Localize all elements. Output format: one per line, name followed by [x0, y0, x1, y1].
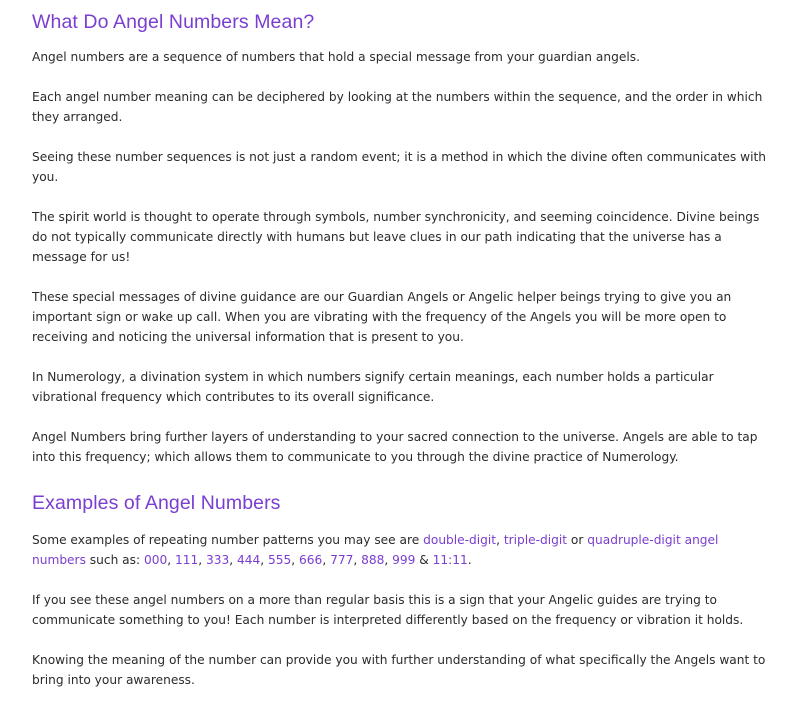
link-number-333[interactable]: 333	[206, 553, 230, 567]
section-heading-what-do-angel-numbers-mean: What Do Angel Numbers Mean?	[32, 11, 315, 33]
link-number-999[interactable]: 999	[392, 553, 416, 567]
paragraph-intro: Angel numbers are a sequence of numbers that hold a special message from your guardian angels.	[32, 50, 640, 64]
link-quadruple-digit-angel-numbers[interactable]: quadruple-digit angel numbers	[32, 533, 719, 567]
paragraph-regular-basis: If you see these angel numbers on a more than regular basis this is a sign that your Angelic guides are trying to communicate something to you! Each number is interpreted differently based on the frequency or vibration it holds.	[32, 593, 744, 627]
examples-such-as: such as:	[85, 553, 144, 567]
paragraph-spirit-world: The spirit world is thought to operate through symbols, number synchronicity, and seeming coincidence. Divine beings do not typically communicate directly with humans but leave clues in our path indicating that the universe has a message for us!	[32, 210, 760, 264]
examples-ampersand: &	[415, 553, 433, 567]
examples-text-intro: Some examples of repeating number patterns you may see are	[32, 533, 424, 547]
examples-separator: ,	[260, 553, 269, 567]
examples-separator: ,	[353, 553, 362, 567]
examples-separator: ,	[291, 553, 300, 567]
link-number-666[interactable]: 666	[299, 553, 323, 567]
examples-separator: ,	[198, 553, 206, 567]
section-heading-examples-of-angel-numbers: Examples of Angel Numbers	[32, 492, 281, 514]
paragraph-special-messages: These special messages of divine guidance are our Guardian Angels or Angelic helper beings trying to give you an important sign or wake up call. When you are vibrating with the frequency of the Angels you will be more open to receiving and noticing the universal information that is present to you.	[32, 290, 732, 344]
paragraph-numerology: In Numerology, a divination system in which numbers signify certain meanings, each number holds a particular vibrational frequency which contributes to its overall significance.	[32, 370, 714, 404]
link-number-111[interactable]: 111	[174, 553, 199, 567]
examples-separator: ,	[322, 553, 331, 567]
paragraph-not-random: Seeing these number sequences is not just a random event; it is a method in which the divine often communicates with you.	[32, 150, 766, 184]
link-double-digit[interactable]: double-digit	[423, 533, 497, 547]
examples-period: .	[467, 553, 472, 567]
paragraph-deciphered: Each angel number meaning can be deciphered by looking at the numbers within the sequence, and the order in which they arranged.	[32, 90, 763, 124]
examples-or: or	[567, 533, 588, 547]
article-content	[32, 0, 772, 690]
link-number-000[interactable]: 000	[143, 553, 168, 567]
link-number-11-11[interactable]: 11:11	[432, 553, 468, 567]
paragraph-knowing-meaning: Knowing the meaning of the number can provide you with further understanding of what specifically the Angels want to bring into your awareness.	[32, 653, 766, 687]
examples-separator: ,	[496, 533, 504, 547]
link-triple-digit[interactable]: triple-digit	[503, 533, 568, 547]
examples-separator: ,	[167, 553, 175, 567]
paragraph-examples	[32, 530, 772, 570]
link-number-555[interactable]: 555	[268, 553, 292, 567]
link-number-888[interactable]: 888	[361, 553, 385, 567]
link-number-777[interactable]: 777	[330, 553, 354, 567]
paragraph-further-layers: Angel Numbers bring further layers of understanding to your sacred connection to the universe. Angels are able to tap into this frequency; which allows them to communicate to you through the divine practice of Numerology.	[32, 430, 758, 464]
link-number-444[interactable]: 444	[237, 553, 261, 567]
examples-separator: ,	[384, 553, 393, 567]
examples-separator: ,	[229, 553, 238, 567]
